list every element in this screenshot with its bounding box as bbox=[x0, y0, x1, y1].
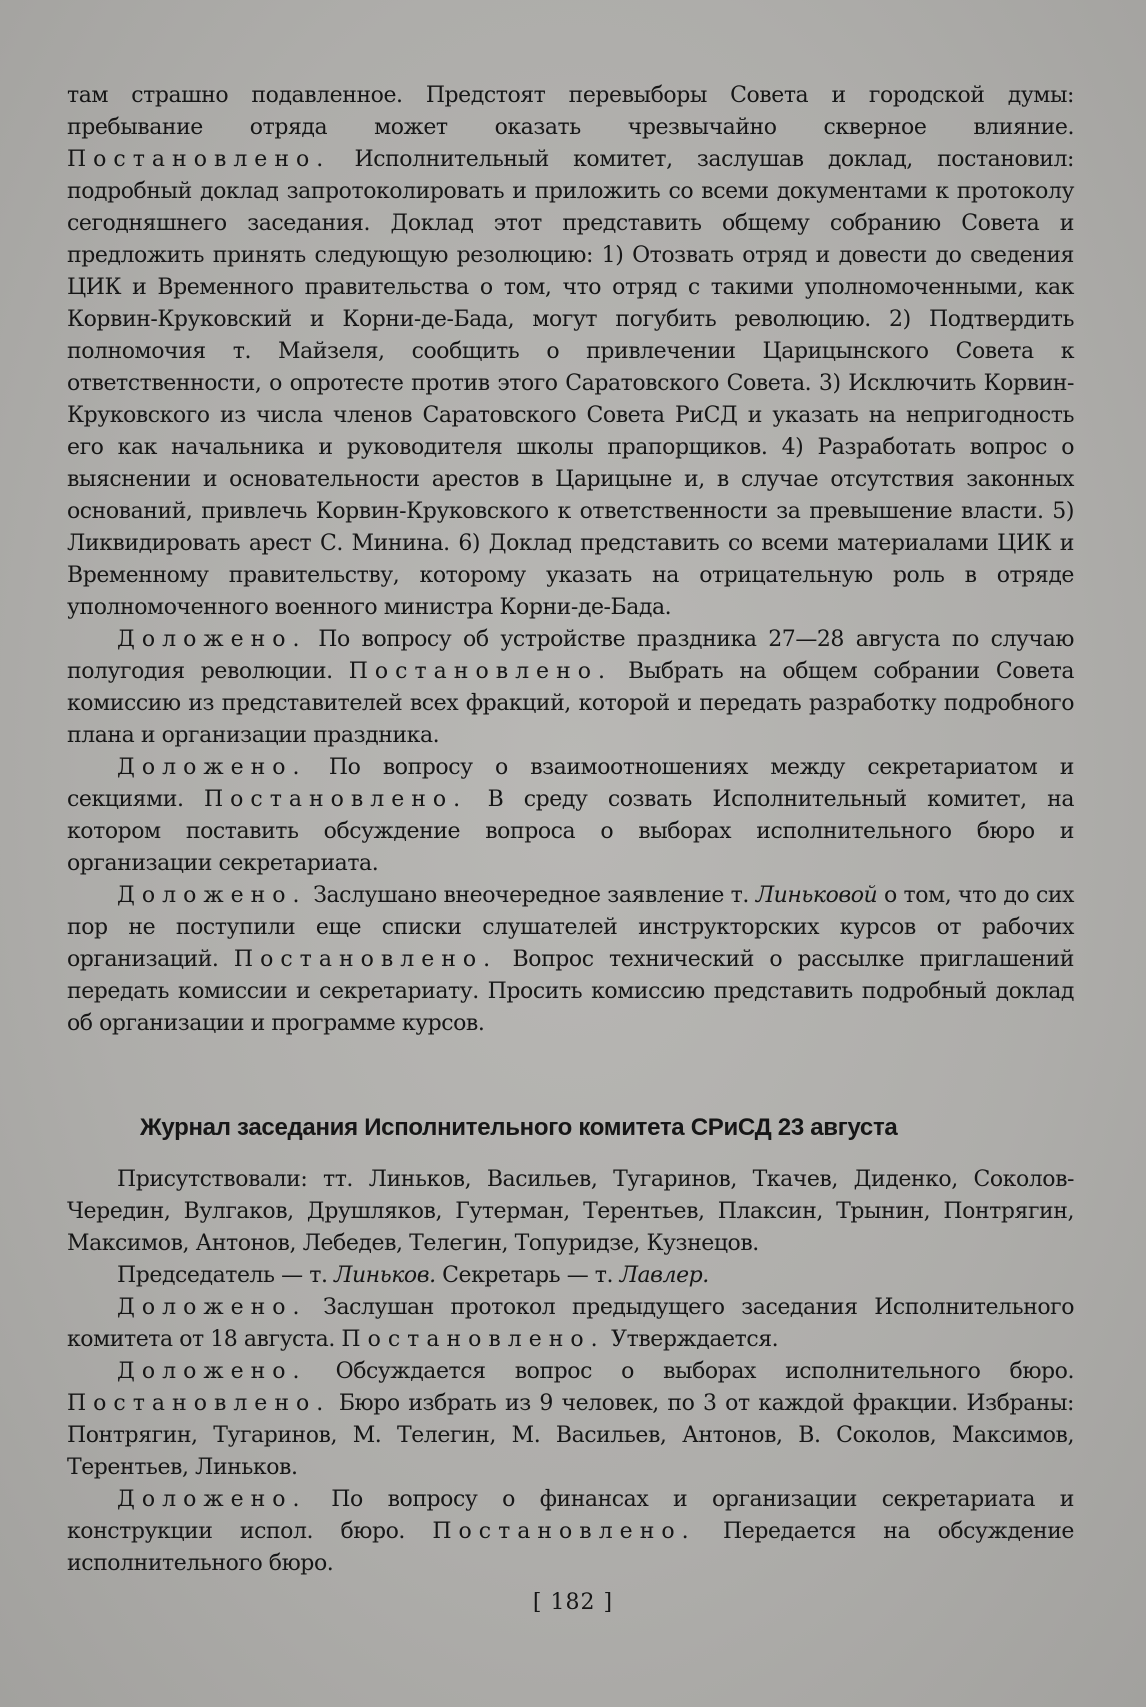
spaced-keyword: Постановлено. bbox=[67, 147, 331, 172]
spaced-keyword: Доложено. bbox=[117, 1359, 307, 1384]
paragraph-secretariat bbox=[67, 752, 1074, 880]
spaced-keyword: Доложено. bbox=[117, 1295, 307, 1320]
spaced-keyword: Доложено. bbox=[117, 627, 307, 652]
text-run: Бюро избрать из 9 человек, по 3 от каждой фракции. Избраны: Понтрягин, Тугаринов, М. Телегин, М. Васильев, Антонов, В. Соколов, Максимов, Терентьев, Линьков. bbox=[67, 1391, 1074, 1480]
paragraph-holiday bbox=[67, 624, 1074, 752]
text-run: Председатель — т. bbox=[117, 1263, 335, 1288]
protocol-text-august-23 bbox=[67, 1164, 1074, 1580]
paragraph-previous-protocol bbox=[67, 1292, 1074, 1356]
italic-name: Лавлер. bbox=[619, 1263, 709, 1288]
text-run: Передается на обсуждение исполнительного бюро. bbox=[67, 1519, 1075, 1576]
italic-name: Линьков. bbox=[334, 1263, 436, 1288]
paragraph-chair-secretary bbox=[67, 1260, 1074, 1292]
spaced-keyword: Постановлено. bbox=[67, 1391, 331, 1416]
italic-name: Линьковой bbox=[755, 883, 878, 908]
spaced-keyword: Постановлено. bbox=[348, 659, 612, 684]
text-run: Секретарь — т. bbox=[435, 1263, 620, 1288]
text-run: По вопросу об устройстве праздника 27—28 августа по случаю полугодия революции. bbox=[67, 627, 1074, 684]
spaced-keyword: Постановлено. bbox=[341, 1327, 605, 1352]
text-run: Вопрос технический о рассылке приглашений передать комиссии и секретариату. Просить комиссию представить подробный доклад об организации и программе курсов. bbox=[67, 947, 1074, 1036]
text-run: По вопросу о взаимоотношениях между секретариатом и секциями. bbox=[67, 755, 1074, 812]
section-heading: Журнал заседания Исполнительного комитета СРиСД 23 августа bbox=[140, 1114, 898, 1141]
spaced-keyword: Доложено. bbox=[117, 1487, 307, 1512]
spaced-keyword: Доложено. bbox=[117, 755, 307, 780]
paragraph-finances bbox=[67, 1484, 1074, 1580]
text-run: В среду созвать Исполнительный комитет, на котором поставить обсуждение вопроса о выборах исполнительного бюро и организации секретариата. bbox=[67, 787, 1074, 876]
text-run: Заслушано внеочередное заявление т. bbox=[306, 883, 756, 908]
page-number: [ 182 ] bbox=[532, 1590, 614, 1615]
spaced-keyword: Постановлено. bbox=[432, 1519, 696, 1544]
text-run: Выбрать на общем собрании Совета комиссию из представителей всех фракций, которой и передать разработку подробного плана и организации праздника. bbox=[67, 659, 1074, 748]
paragraph-bureau-election bbox=[67, 1356, 1074, 1484]
paragraph-attendees bbox=[67, 1164, 1074, 1260]
text-run: Обсуждается вопрос о выборах исполнительного бюро. bbox=[306, 1359, 1074, 1384]
paragraph-courses bbox=[67, 880, 1074, 1040]
spaced-keyword: Постановлено. bbox=[203, 787, 468, 812]
paragraph-resolution bbox=[67, 80, 1074, 624]
spaced-keyword: Доложено. bbox=[117, 883, 307, 908]
text-run: там страшно подавленное. Предстоят перевыборы Совета и городской думы: пребывание отряда может оказать чрезвычайно скверное влияние. bbox=[67, 83, 1074, 140]
text-run: о том, что до сих пор не поступили еще списки слушателей инструкторских курсов от рабочих организаций. bbox=[67, 883, 1074, 972]
spaced-keyword: Постановлено. bbox=[233, 947, 498, 972]
text-run: Присутствовали: тт. Линьков, Васильев, Тугаринов, Ткачев, Диденко, Соколов-Чередин, Вулгаков, Друшляков, Гутерман, Терентьев, Плаксин, Трынин, Понтрягин, Максимов, Антонов, Лебедев, Телегин, Топуридзе, Кузнецов. bbox=[67, 1167, 1074, 1256]
text-run: Заслушан протокол предыдущего заседания Исполнительного комитета от 18 августа. bbox=[67, 1295, 1074, 1352]
text-run: По вопросу о финансах и организации секретариата и конструкции испол. бюро. bbox=[67, 1487, 1074, 1544]
text-run: Исполнительный комитет, заслушав доклад, постановил: подробный доклад запротоколировать и приложить со всеми документами к протоколу сегодняшнего заседания. Доклад этот представить общему собранию Совета и предложить принять следующую резолюцию: 1) Отозвать отряд и довести до сведения ЦИК и Временного правительства о том, что отряд с такими уполномоченными, как Корвин-Круковский и Корни-де-Бада, могут погубить революцию. 2) Подтвердить полномочия т. Майзеля, сообщить о привлечении Царицынского Совета к ответственности, о опротесте против этого Саратовского Совета. 3) Исключить Корвин-Круковского из числа членов Саратовского Совета РиСД и указать на непригодность его как начальника и руководителя школы прапорщиков. 4) Разработать вопрос о выяснении и основательности арестов в Царицыне и, в случае отсутствия законных оснований, привлечь Корвин-Круковского к ответственности за превышение власти. 5) Ликвидировать арест С. Минина. 6) Доклад представить со всеми материалами ЦИК и Временному правительству, которому указать на отрицательную роль в отряде уполномоченного военного министра Корни-де-Бада. bbox=[67, 147, 1074, 620]
protocol-text-continuation bbox=[67, 80, 1074, 1040]
text-run: Утверждается. bbox=[604, 1327, 779, 1352]
